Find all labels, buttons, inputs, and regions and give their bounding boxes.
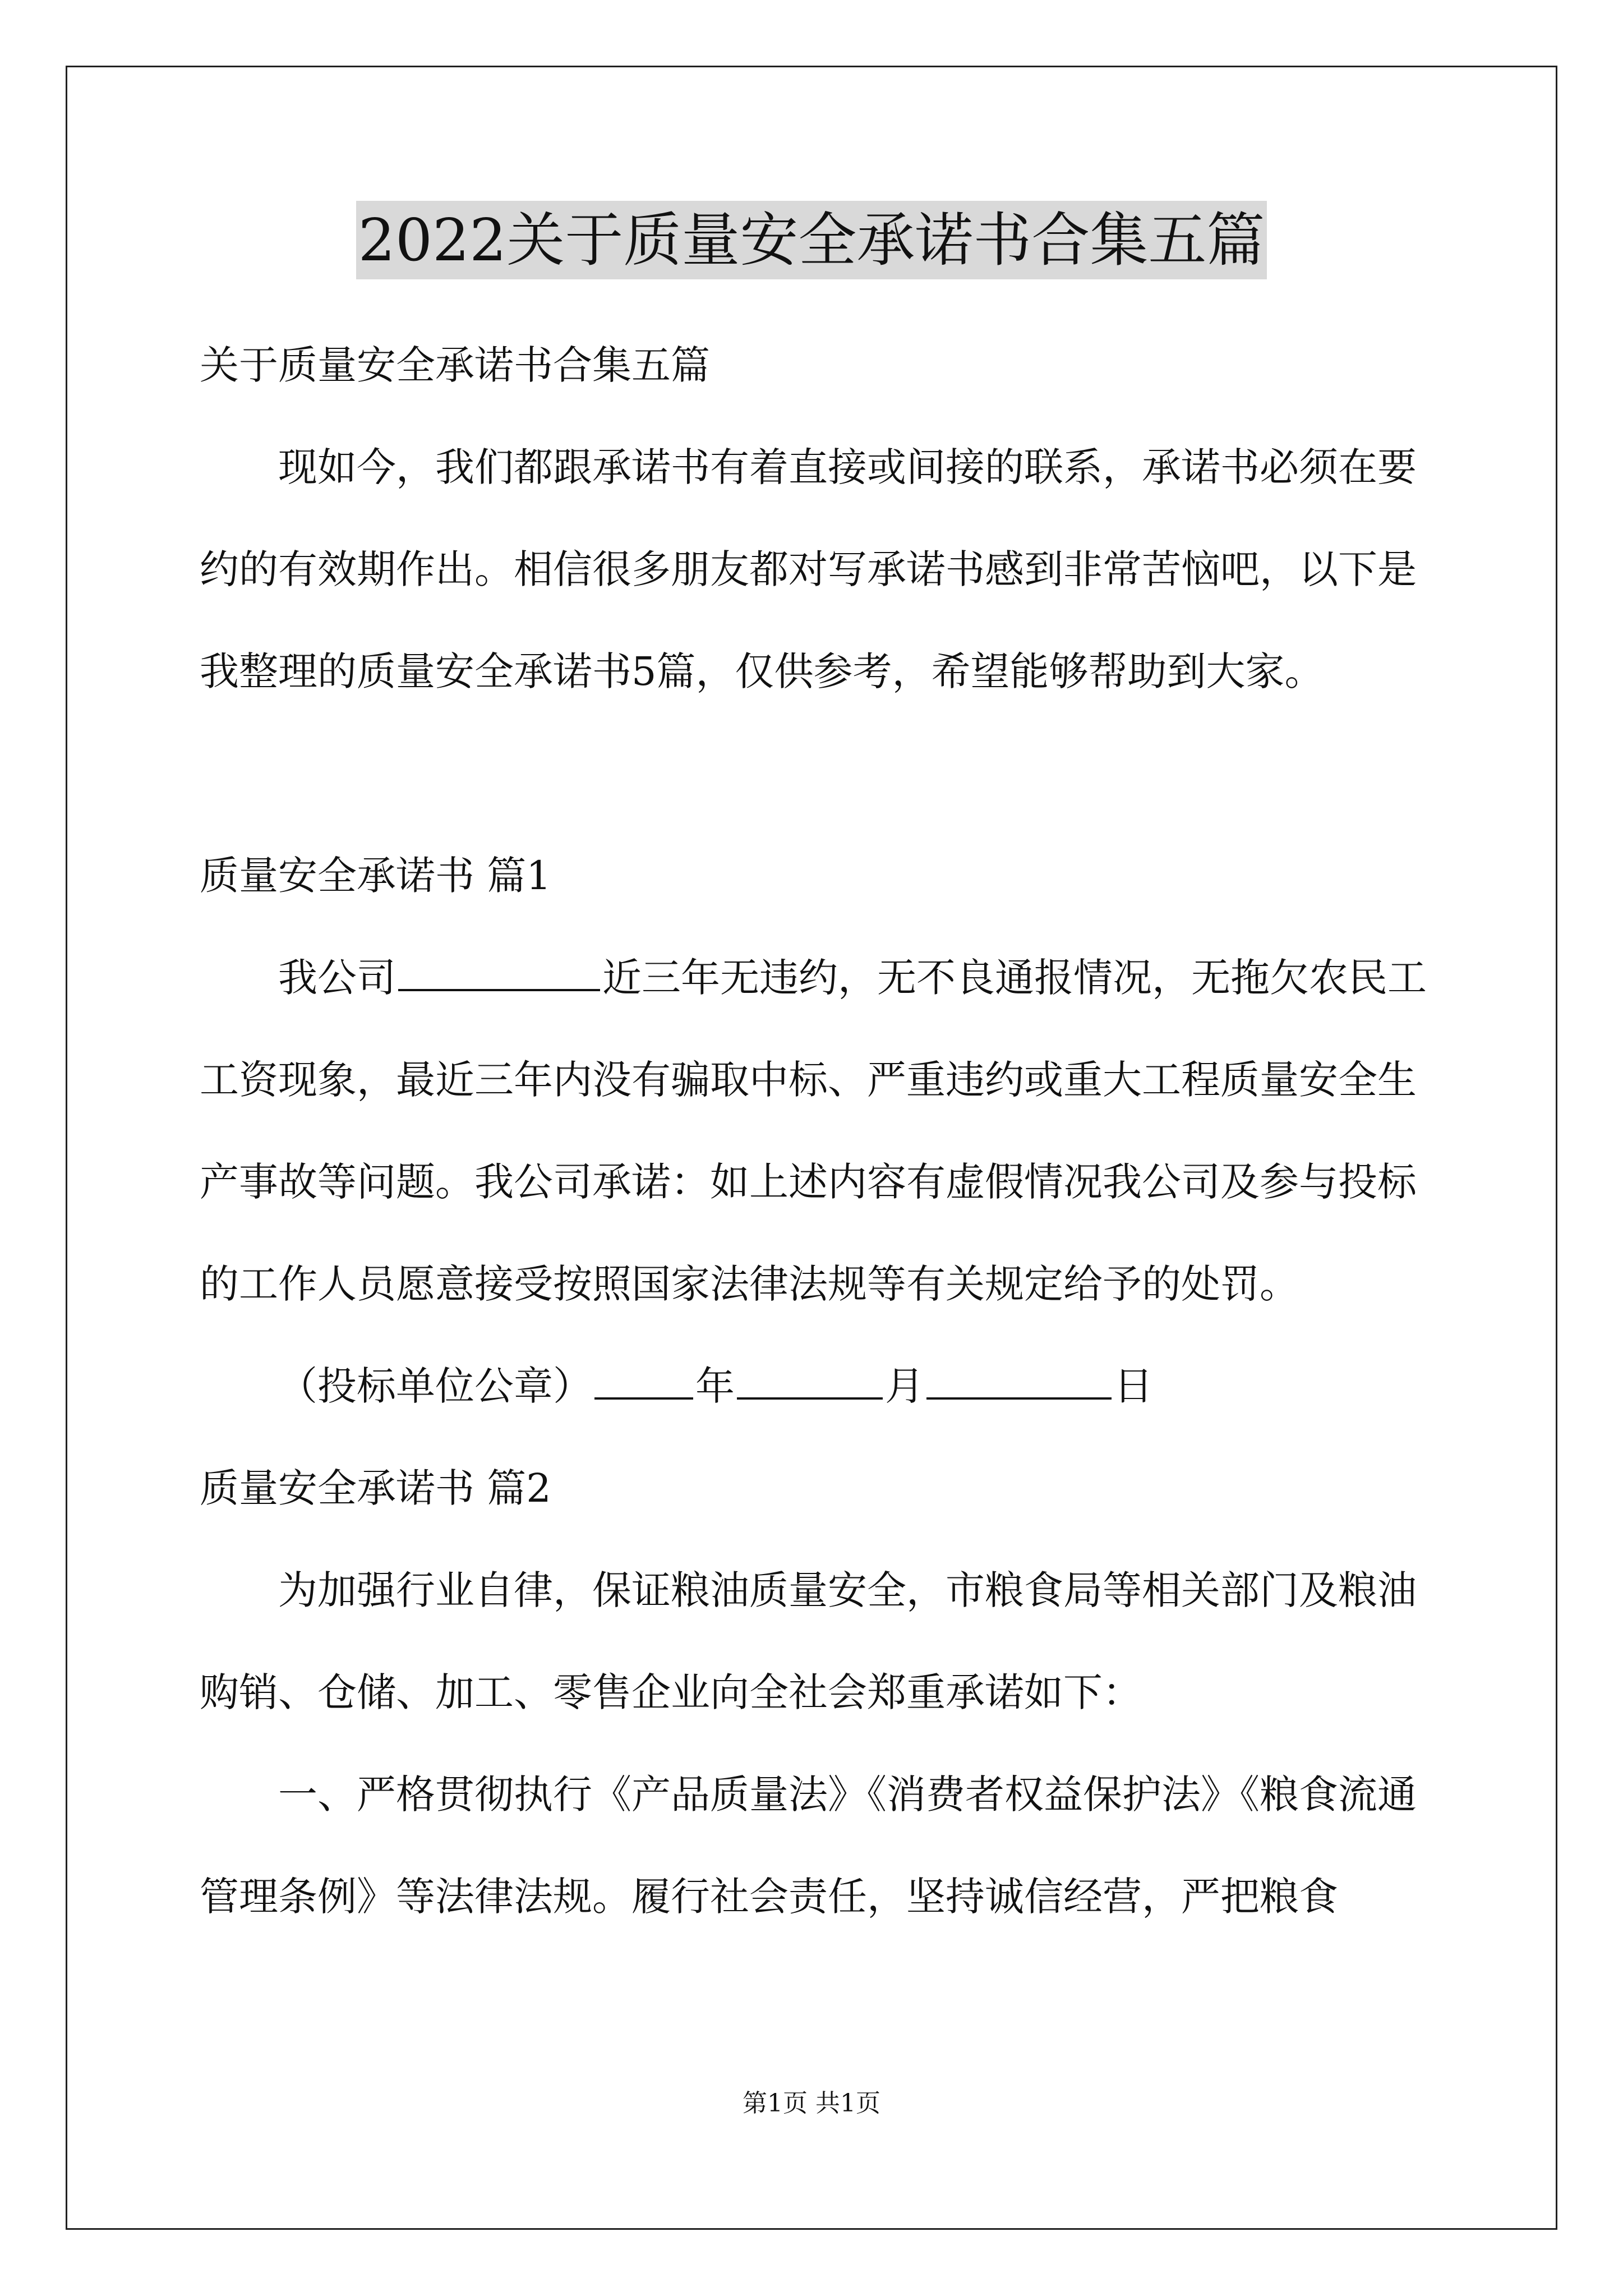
document-subtitle: 关于质量安全承诺书合集五篇 <box>200 342 710 388</box>
day-blank <box>926 1362 1112 1400</box>
title-container <box>0 201 1623 279</box>
seal-label: （投标单位公章） <box>278 1363 592 1409</box>
section-1-heading: 质量安全承诺书 篇1 <box>200 853 551 899</box>
section-2-paragraph-2: 一、严格贯彻执行《产品质量法》《消费者权益保护法》《粮食流通管理条例》等法律法规。履行社会责任，坚持诚信经营，严把粮食 <box>200 1772 1417 1920</box>
year-label: 年 <box>695 1363 735 1409</box>
section-1-paragraph-body: 近三年无违约，无不良通报情况，无拖欠农民工工资现象，最近三年内没有骗取中标、严重违约或重大工程质量安全生产事故等问题。我公司承诺：如上述内容有虚假情况我公司及参与投标的工作人员愿意接受按照国家法律法规等有关规定给予的处罚。 <box>200 955 1427 1307</box>
month-label: 月 <box>885 1363 924 1409</box>
page-indicator: 第1页 共1页 <box>743 2089 880 2118</box>
section-2-paragraph-1: 为加强行业自律，保证粮油质量安全，市粮食局等相关部门及粮油购销、仓储、加工、零售企业向全社会郑重承诺如下： <box>200 1567 1417 1715</box>
company-name-blank <box>398 954 600 991</box>
page-footer <box>0 2087 1623 2120</box>
month-blank <box>737 1362 883 1400</box>
intro-paragraph: 现如今，我们都跟承诺书有着直接或间接的联系，承诺书必须在要约的有效期作出。相信很多朋友都对写承诺书感到非常苦恼吧，以下是我整理的质量安全承诺书5篇，仅供参考，希望能够帮助到大家。 <box>200 444 1417 694</box>
year-blank <box>594 1362 693 1400</box>
document-title: 2022关于质量安全承诺书合集五篇 <box>356 201 1267 279</box>
day-label: 日 <box>1114 1363 1153 1409</box>
section-2-heading: 质量安全承诺书 篇2 <box>200 1465 551 1511</box>
section-1-paragraph-prefix: 我公司 <box>278 955 396 1001</box>
document-body <box>200 314 1439 1948</box>
seal-date-line <box>200 1335 1439 1437</box>
section-1-paragraph <box>200 927 1439 1335</box>
